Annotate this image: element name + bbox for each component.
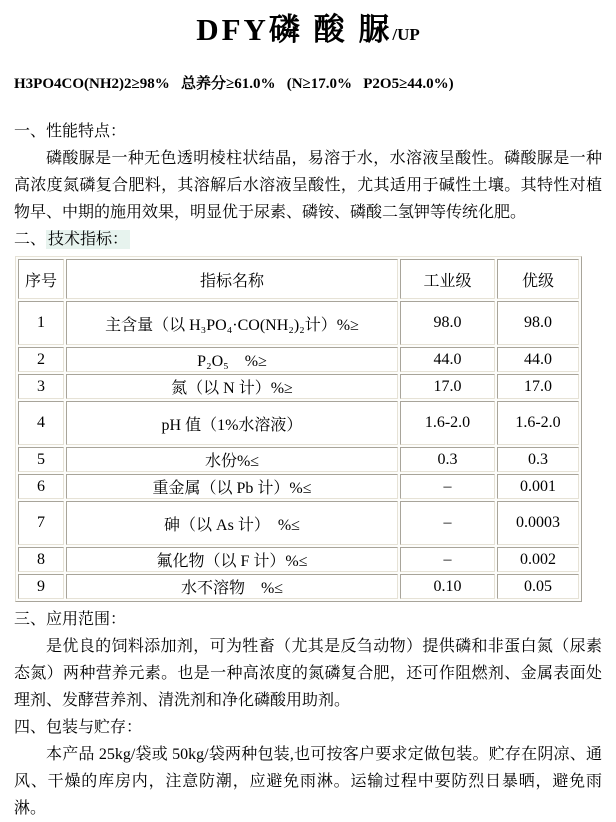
cell-industrial: 98.0	[400, 301, 495, 345]
section-heading-specs-highlight: 技术指标：	[48, 231, 129, 248]
col-header-no: 序号	[18, 259, 64, 299]
paragraph-packaging: 本产品 25kg/袋或 50kg/袋两种包装,也可按客户要求定做包装。贮存在阴凉、通风、干燥的库房内，注意防潮，应避免雨淋。运输过程中要防烈日暴晒，避免雨淋。	[14, 746, 602, 817]
section-heading-properties: 一、性能特点：	[14, 123, 127, 140]
cell-industrial: –	[400, 501, 495, 545]
section-heading-specs-prefix: 二、	[14, 231, 47, 248]
col-header-name: 指标名称	[66, 259, 398, 299]
table-row	[18, 474, 579, 499]
cell-no: 4	[18, 401, 64, 445]
table-row	[18, 401, 579, 445]
spec-table	[15, 256, 582, 602]
cell-industrial: 0.3	[400, 447, 495, 472]
cell-no: 5	[18, 447, 64, 472]
cell-premium: 0.05	[497, 574, 579, 599]
paragraph-properties: 磷酸脲是一种无色透明棱柱状结晶，易溶于水，水溶液呈酸性。磷酸脲是一种高浓度氮磷复合肥料，其溶解后水溶液呈酸性，尤其适用于碱性土壤。其特性对植物早、中期的施用效果，明显优于尿素、磷铵、磷酸二氢钾等传统化肥。	[14, 150, 602, 221]
cell-name: 氮（以 N 计）%≥	[66, 374, 398, 399]
cell-premium: 98.0	[497, 301, 579, 345]
cell-no: 9	[18, 574, 64, 599]
cell-industrial: 17.0	[400, 374, 495, 399]
formula-line: H3PO4CO(NH2)2≥98% 总养分≥61.0% (N≥17.0% P2O5≥44.0%)	[14, 76, 454, 92]
table-header-row	[18, 259, 579, 299]
paragraph-applications: 是优良的饲料添加剂，可为牲畜（尤其是反刍动物）提供磷和非蛋白氮（尿素态氮）两种营养元素。也是一种高浓度的氮磷复合肥，还可作阻燃剂、金属表面处理剂、发酵营养剂、清洗剂和净化磷酸用助剂。	[14, 638, 602, 709]
cell-no: 2	[18, 347, 64, 372]
cell-name: 水不溶物 %≤	[66, 574, 398, 599]
cell-name: 重金属（以 Pb 计）%≤	[66, 474, 398, 499]
page-title	[14, 8, 602, 58]
cell-industrial: 1.6-2.0	[400, 401, 495, 445]
cell-industrial: 0.10	[400, 574, 495, 599]
cell-no: 8	[18, 547, 64, 572]
cell-premium: 0.0003	[497, 501, 579, 545]
cell-industrial: 44.0	[400, 347, 495, 372]
cell-name: 水份%≤	[66, 447, 398, 472]
cell-premium: 0.001	[497, 474, 579, 499]
product-title: DFY磷 酸 脲	[196, 12, 393, 47]
table-row	[18, 547, 579, 572]
cell-premium: 44.0	[497, 347, 579, 372]
cell-no: 3	[18, 374, 64, 399]
table-row	[18, 347, 579, 372]
col-header-industrial: 工业级	[400, 259, 495, 299]
table-row	[18, 301, 579, 345]
col-header-premium: 优级	[497, 259, 579, 299]
cell-name: 氟化物（以 F 计）%≤	[66, 547, 398, 572]
section-heading-specs	[14, 226, 602, 253]
section-heading-applications: 三、应用范围：	[14, 611, 127, 628]
table-row	[18, 574, 579, 599]
cell-premium: 1.6-2.0	[497, 401, 579, 445]
product-title-suffix: /UP	[392, 25, 420, 44]
cell-industrial: –	[400, 474, 495, 499]
table-row	[18, 374, 579, 399]
cell-no: 1	[18, 301, 64, 345]
cell-no: 7	[18, 501, 64, 545]
cell-industrial: –	[400, 547, 495, 572]
cell-name: pH 值（1%水溶液）	[66, 401, 398, 445]
table-row	[18, 501, 579, 545]
cell-no: 6	[18, 474, 64, 499]
cell-name: P₂O₅ %≥	[66, 347, 398, 372]
cell-name: 砷（以 As 计） %≤	[66, 501, 398, 545]
cell-premium: 17.0	[497, 374, 579, 399]
section-heading-packaging: 四、包装与贮存：	[14, 719, 143, 736]
cell-name: 主含量（以 H₃PO₄·CO(NH₂)₂计）%≥	[66, 301, 398, 345]
table-row	[18, 447, 579, 472]
cell-premium: 0.3	[497, 447, 579, 472]
cell-premium: 0.002	[497, 547, 579, 572]
